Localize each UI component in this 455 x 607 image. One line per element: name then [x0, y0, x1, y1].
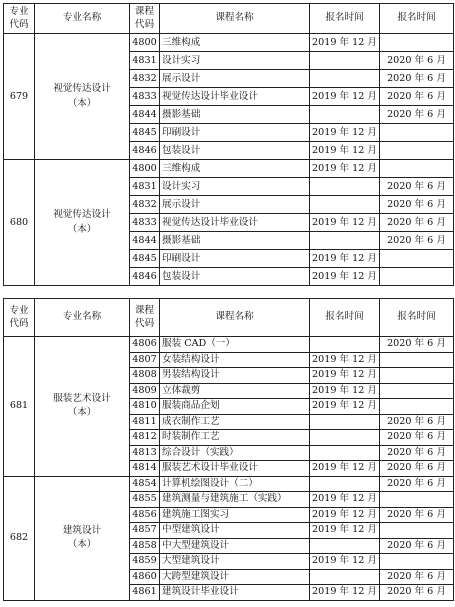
registration-date-2: 2020 年 6 月 [380, 214, 454, 232]
registration-date-2 [380, 34, 454, 52]
header-row [4, 4, 454, 34]
registration-date-1: 2019 年 12 月 [310, 268, 380, 286]
course-code: 4833 [130, 214, 160, 232]
course-name: 中大型建筑设计 [160, 538, 310, 554]
major-name: 视觉传达设计 （本） [53, 209, 111, 235]
course-name: 建筑施工图实习 [160, 507, 310, 523]
course-code: 4808 [130, 368, 160, 384]
course-code: 4814 [130, 461, 160, 477]
registration-date-2 [380, 250, 454, 268]
registration-date-1 [310, 430, 380, 446]
registration-date-1 [310, 232, 380, 250]
registration-date-2 [380, 142, 454, 160]
registration-date-1: 2019 年 12 月 [310, 399, 380, 415]
header-major-name: 专业名称 [35, 4, 130, 34]
course-code: 4844 [130, 232, 160, 250]
registration-date-2 [380, 523, 454, 539]
registration-date-1: 2019 年 12 月 [310, 461, 380, 477]
registration-date-1: 2019 年 12 月 [310, 554, 380, 570]
header-row [4, 299, 454, 337]
course-code: 4800 [130, 160, 160, 178]
registration-date-2: 2020 年 6 月 [380, 585, 454, 601]
course-code: 4845 [130, 124, 160, 142]
table-row [4, 160, 454, 178]
registration-date-1 [310, 476, 380, 492]
course-name: 视觉传达设计毕业设计 [160, 214, 310, 232]
major-name-cell [35, 337, 130, 477]
registration-date-2: 2020 年 6 月 [380, 106, 454, 124]
table-row [4, 34, 454, 52]
course-code: 4844 [130, 106, 160, 124]
registration-date-2: 2020 年 6 月 [380, 476, 454, 492]
registration-date-1: 2019 年 12 月 [310, 585, 380, 601]
registration-date-2 [380, 554, 454, 570]
registration-date-1: 2019 年 12 月 [310, 368, 380, 384]
course-code: 4806 [130, 337, 160, 353]
header-course-code: 课程 代码 [130, 4, 160, 34]
registration-date-1: 2019 年 12 月 [310, 142, 380, 160]
registration-date-2: 2020 年 6 月 [380, 461, 454, 477]
course-name: 服装 CAD（一） [160, 337, 310, 353]
course-code: 4846 [130, 268, 160, 286]
course-name: 印刷设计 [160, 250, 310, 268]
course-code: 4810 [130, 399, 160, 415]
registration-date-2: 2020 年 6 月 [380, 70, 454, 88]
registration-date-2: 2020 年 6 月 [380, 538, 454, 554]
course-name: 包装设计 [160, 268, 310, 286]
course-code: 4855 [130, 492, 160, 508]
course-code: 4807 [130, 352, 160, 368]
header-course-name: 课程名称 [160, 4, 310, 34]
registration-date-1: 2019 年 12 月 [310, 507, 380, 523]
registration-date-1 [310, 538, 380, 554]
registration-date-1: 2019 年 12 月 [310, 383, 380, 399]
registration-date-2: 2020 年 6 月 [380, 178, 454, 196]
registration-date-1: 2019 年 12 月 [310, 88, 380, 106]
course-name: 成衣制作工艺 [160, 414, 310, 430]
course-name: 设计实习 [160, 52, 310, 70]
course-name: 设计实习 [160, 178, 310, 196]
registration-date-2 [380, 160, 454, 178]
registration-date-1 [310, 445, 380, 461]
registration-date-2: 2020 年 6 月 [380, 88, 454, 106]
course-name: 展示设计 [160, 70, 310, 88]
header-registration-time: 报名时间 [380, 299, 454, 337]
registration-date-2: 2020 年 6 月 [380, 337, 454, 353]
course-name: 综合设计（实践） [160, 445, 310, 461]
major-name: 建筑设计 （本） [62, 524, 102, 550]
course-name: 大型建筑设计 [160, 554, 310, 570]
major-name: 服装艺术设计 （本） [53, 392, 111, 419]
course-name: 摄影基础 [160, 106, 310, 124]
registration-date-2 [380, 268, 454, 286]
registration-date-2: 2020 年 6 月 [380, 52, 454, 70]
header-course-name: 课程名称 [160, 299, 310, 337]
course-name: 建筑测量与建筑施工（实践） [160, 492, 310, 508]
course-name: 大跨型建筑设计 [160, 569, 310, 585]
course-code: 4812 [130, 430, 160, 446]
major-code: 681 [4, 337, 35, 477]
course-code: 4846 [130, 142, 160, 160]
registration-date-1: 2019 年 12 月 [310, 523, 380, 539]
schedule-table-2 [3, 298, 454, 601]
course-code: 4858 [130, 538, 160, 554]
course-name: 计算机绘图设计（二） [160, 476, 310, 492]
course-name: 服装艺术设计毕业设计 [160, 461, 310, 477]
course-name: 男装结构设计 [160, 368, 310, 384]
header-registration-time: 报名时间 [310, 4, 380, 34]
header-course-code: 课程 代码 [130, 299, 160, 337]
header-registration-time: 报名时间 [380, 4, 454, 34]
registration-date-2: 2020 年 6 月 [380, 196, 454, 214]
table-row [4, 476, 454, 492]
course-code: 4861 [130, 585, 160, 601]
header-major-code: 专业 代码 [4, 299, 35, 337]
course-code: 4800 [130, 34, 160, 52]
course-name: 立体裁剪 [160, 383, 310, 399]
course-code: 4859 [130, 554, 160, 570]
course-code: 4811 [130, 414, 160, 430]
header-major-code: 专业 代码 [4, 4, 35, 34]
course-name: 摄影基础 [160, 232, 310, 250]
course-name: 展示设计 [160, 196, 310, 214]
course-name: 三维构成 [160, 34, 310, 52]
course-name: 视觉传达设计毕业设计 [160, 88, 310, 106]
major-code: 680 [4, 160, 35, 286]
header-major-name: 专业名称 [35, 299, 130, 337]
major-name-cell [35, 476, 130, 600]
registration-date-1 [310, 52, 380, 70]
registration-date-2 [380, 383, 454, 399]
registration-date-1 [310, 569, 380, 585]
course-code: 4845 [130, 250, 160, 268]
registration-date-2: 2020 年 6 月 [380, 414, 454, 430]
course-code: 4832 [130, 196, 160, 214]
course-code: 4857 [130, 523, 160, 539]
course-name: 女装结构设计 [160, 352, 310, 368]
course-code: 4809 [130, 383, 160, 399]
registration-date-1: 2019 年 12 月 [310, 352, 380, 368]
course-code: 4813 [130, 445, 160, 461]
registration-date-1: 2019 年 12 月 [310, 34, 380, 52]
schedule-table-1 [3, 3, 454, 286]
table-row [4, 337, 454, 353]
registration-date-1 [310, 337, 380, 353]
registration-date-2 [380, 368, 454, 384]
course-code: 4831 [130, 178, 160, 196]
registration-date-2: 2020 年 6 月 [380, 569, 454, 585]
registration-date-2: 2020 年 6 月 [380, 430, 454, 446]
course-name: 包装设计 [160, 142, 310, 160]
course-code: 4854 [130, 476, 160, 492]
registration-date-2: 2020 年 6 月 [380, 507, 454, 523]
registration-date-1: 2019 年 12 月 [310, 250, 380, 268]
course-name: 印刷设计 [160, 124, 310, 142]
course-name: 时装制作工艺 [160, 430, 310, 446]
course-name: 三维构成 [160, 160, 310, 178]
registration-date-2 [380, 492, 454, 508]
registration-date-2 [380, 399, 454, 415]
major-code: 682 [4, 476, 35, 600]
course-name: 建筑设计毕业设计 [160, 585, 310, 601]
registration-date-2 [380, 352, 454, 368]
header-registration-time: 报名时间 [310, 299, 380, 337]
registration-date-1 [310, 106, 380, 124]
registration-date-1 [310, 178, 380, 196]
registration-date-1: 2019 年 12 月 [310, 124, 380, 142]
registration-date-2: 2020 年 6 月 [380, 445, 454, 461]
registration-date-1: 2019 年 12 月 [310, 214, 380, 232]
registration-date-1 [310, 70, 380, 88]
major-name: 视觉传达设计 （本） [53, 83, 111, 109]
registration-date-1 [310, 414, 380, 430]
major-name-cell [35, 34, 130, 160]
course-name: 服装商品企划 [160, 399, 310, 415]
course-code: 4833 [130, 88, 160, 106]
major-name-cell [35, 160, 130, 286]
major-code: 679 [4, 34, 35, 160]
registration-date-1: 2019 年 12 月 [310, 160, 380, 178]
registration-date-1 [310, 196, 380, 214]
registration-date-1: 2019 年 12 月 [310, 492, 380, 508]
course-code: 4832 [130, 70, 160, 88]
registration-date-2: 2020 年 6 月 [380, 232, 454, 250]
course-code: 4856 [130, 507, 160, 523]
course-name: 中型建筑设计 [160, 523, 310, 539]
registration-date-2 [380, 124, 454, 142]
course-code: 4831 [130, 52, 160, 70]
course-code: 4860 [130, 569, 160, 585]
